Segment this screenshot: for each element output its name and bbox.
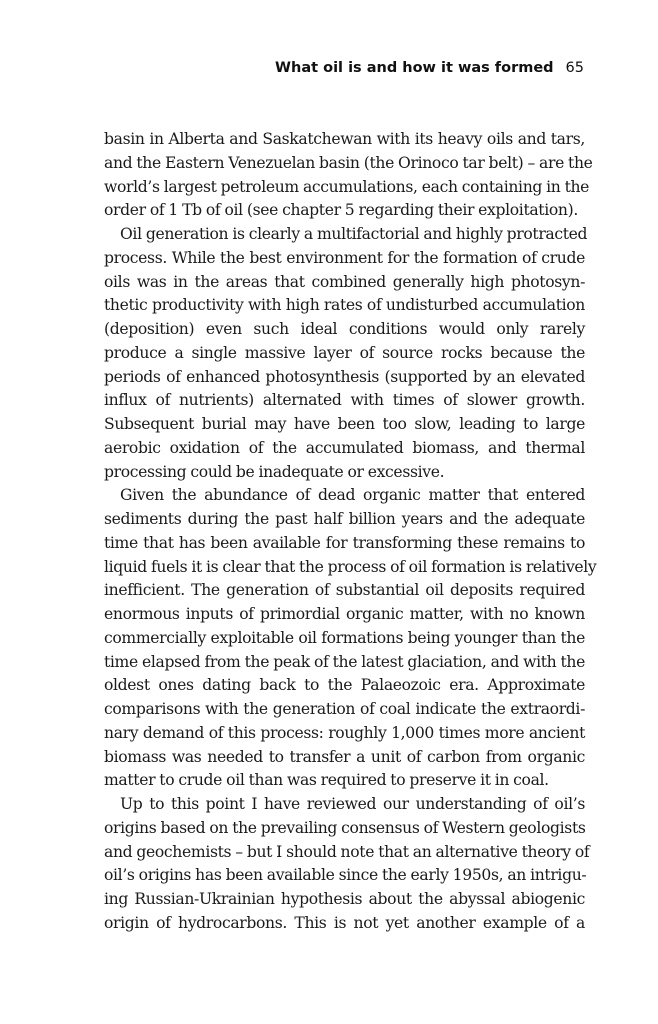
text-line: order of 1 Tb of oil (see chapter 5 regarding their exploitation). xyxy=(104,201,578,220)
body-text xyxy=(104,128,597,936)
text-line: nary demand of this process: roughly 1,000 times more ancient xyxy=(104,723,585,742)
paragraph xyxy=(104,793,590,936)
text-line: process. While the best environment for the formation of crude xyxy=(104,248,585,267)
text-line: produce a single massive layer of source rocks because the xyxy=(104,343,585,362)
text-line: Given the abundance of dead organic matter that entered xyxy=(120,486,585,505)
text-line: thetic productivity with high rates of undisturbed accumulation xyxy=(104,296,585,315)
text-line: commercially exploitable oil formations being younger than the xyxy=(104,628,585,647)
paragraph xyxy=(104,128,593,223)
text-line: matter to crude oil than was required to preserve it in coal. xyxy=(104,771,549,790)
text-line: world’s largest petroleum accumulations, each containing in the xyxy=(104,177,590,196)
text-line: Up to this point I have reviewed our understanding of oil’s xyxy=(120,795,585,813)
text-line: and geochemists – but I should note that an alternative theory of xyxy=(104,842,590,861)
paragraph xyxy=(104,484,597,793)
text-line: oldest ones dating back to the Palaeozoic era. Approximate xyxy=(104,676,585,695)
text-line: origin of hydrocarbons. This is not yet another example of a xyxy=(104,913,585,932)
text-line: inefficient. The generation of substantial oil deposits required xyxy=(104,581,585,600)
text-line: ing Russian-Ukrainian hypothesis about the abyssal abiogenic xyxy=(104,890,585,908)
text-line: influx of nutrients) alternated with times of slower growth. xyxy=(104,391,585,410)
text-line: oil’s origins has been available since the early 1950s, an intrigu- xyxy=(104,866,587,885)
text-line: enormous inputs of primordial organic matter, with no known xyxy=(104,605,585,623)
text-line: liquid fuels it is clear that the process of oil formation is relatively xyxy=(104,557,597,576)
text-line: processing could be inadequate or excessive. xyxy=(104,462,445,481)
text-line: basin in Alberta and Saskatchewan with its heavy oils and tars, xyxy=(104,130,585,148)
text-line: time elapsed from the peak of the latest glaciation, and with the xyxy=(104,652,585,671)
text-line: periods of enhanced photosynthesis (supported by an elevated xyxy=(104,367,585,386)
text-line: origins based on the prevailing consensus of Western geologists xyxy=(104,818,586,837)
text-line: aerobic oxidation of the accumulated biomass, and thermal xyxy=(104,438,585,457)
text-line: oils was in the areas that combined generally high photosyn- xyxy=(104,272,585,291)
text-line: sediments during the past half billion years and the adequate xyxy=(104,510,585,528)
text-line: Oil generation is clearly a multifactorial and highly protracted xyxy=(120,225,588,243)
running-title: What oil is and how it was formed xyxy=(275,60,554,76)
text-line: (deposition) even such ideal conditions would only rarely xyxy=(104,320,585,338)
text-line: and the Eastern Venezuelan basin (the Orinoco tar belt) – are the xyxy=(104,153,593,172)
running-header xyxy=(275,60,584,76)
text-line: biomass was needed to transfer a unit of carbon from organic xyxy=(104,747,585,766)
text-line: comparisons with the generation of coal indicate the extraordi- xyxy=(104,700,585,718)
paragraph xyxy=(104,223,588,484)
text-line: Subsequent burial may have been too slow, leading to large xyxy=(104,415,585,433)
page-number: 65 xyxy=(565,60,584,76)
text-line: time that has been available for transforming these remains to xyxy=(104,533,585,552)
